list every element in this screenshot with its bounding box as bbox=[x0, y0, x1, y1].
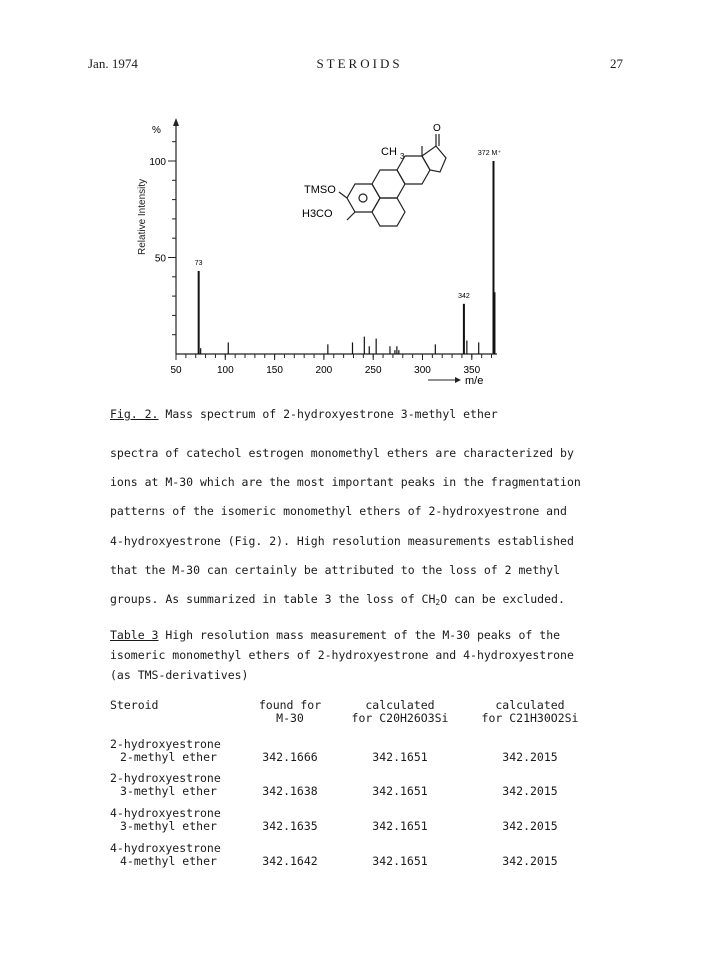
x-tick-label: 50 bbox=[170, 365, 182, 376]
row-steroid-line1: 4-hydroxyestrone bbox=[110, 841, 221, 855]
row-calc-b-value: 342.2015 bbox=[502, 819, 558, 833]
row-steroid-line1: 2-hydroxyestrone bbox=[110, 737, 221, 751]
mass-spectrum-figure bbox=[0, 0, 719, 400]
y-tick-label: 50 bbox=[154, 253, 166, 265]
paragraph-line: that the M-30 can certainly be attributed to the loss of 2 methyl bbox=[110, 562, 561, 577]
x-tick-label: 100 bbox=[216, 365, 234, 376]
table-header bbox=[110, 698, 610, 728]
row-found-value: 342.1638 bbox=[262, 784, 318, 798]
x-tick-label: 300 bbox=[414, 365, 431, 376]
y-tick-label: 100 bbox=[149, 157, 166, 168]
peak-label: 342 bbox=[458, 292, 470, 300]
paragraph-line: ions at M-30 which are the most important peaks in the fragmentation bbox=[110, 475, 581, 490]
structure-tmso-label: TMSO bbox=[304, 184, 336, 196]
header-steroid: Steroid bbox=[110, 698, 159, 712]
row-steroid-line2: 4-methyl ether bbox=[120, 854, 217, 868]
row-calc-a-value: 342.1651 bbox=[372, 854, 428, 868]
header-calc-a-line1: calculated bbox=[365, 698, 435, 712]
figure-caption-text: Mass spectrum of 2-hydroxyestrone 3-methyl ether bbox=[158, 407, 498, 421]
chart-ticks bbox=[149, 142, 491, 376]
paragraph-line: spectra of catechol estrogen monomethyl ethers are characterized by bbox=[110, 446, 574, 460]
x-tick-label: 150 bbox=[266, 365, 283, 376]
row-calc-b-value: 342.2015 bbox=[502, 784, 558, 798]
header-found-line2: M-30 bbox=[276, 711, 304, 725]
running-header-journal: STEROIDS bbox=[316, 56, 403, 71]
table-caption-line2: isomeric monomethyl ethers of 2-hydroxyestrone and 4-hydroxyestrone bbox=[110, 648, 574, 662]
paragraph-line: 4-hydroxyestrone (Fig. 2). High resolution measurements established bbox=[110, 533, 574, 548]
x-axis-label: m/e bbox=[465, 375, 484, 387]
header-calc-a-line2: for C20H26O3Si bbox=[351, 711, 449, 725]
row-steroid-line2: 3-methyl ether bbox=[120, 784, 217, 798]
figure-caption-label: Fig. 2. bbox=[110, 407, 159, 421]
row-found-value: 342.1642 bbox=[262, 854, 318, 868]
row-steroid-line2: 2-methyl ether bbox=[120, 750, 217, 764]
row-steroid-line1: 2-hydroxyestrone bbox=[110, 771, 221, 785]
table-row bbox=[110, 841, 610, 869]
row-steroid-line1: 4-hydroxyestrone bbox=[110, 806, 221, 820]
page-number: 27 bbox=[610, 56, 623, 71]
row-calc-b-value: 342.2015 bbox=[502, 750, 558, 764]
figure-caption bbox=[110, 407, 498, 421]
x-tick-label: 250 bbox=[364, 365, 382, 376]
y-axis-arrow-head bbox=[173, 118, 179, 126]
table-caption-line1: High resolution mass measurement of the M-30 peaks of the bbox=[158, 628, 561, 642]
header-calc-b-line2: for C21H30O2Si bbox=[481, 711, 579, 725]
structure-methyl-subscript: 3 bbox=[400, 152, 405, 161]
paragraph-line-last bbox=[110, 589, 610, 618]
table-row bbox=[110, 737, 610, 765]
row-calc-b-value: 342.2015 bbox=[502, 854, 558, 868]
x-tick-label: 350 bbox=[463, 365, 481, 376]
row-calc-a-value: 342.1651 bbox=[372, 750, 428, 764]
structure-oxo-label: O bbox=[433, 123, 441, 134]
structure-methyl-label: CH bbox=[381, 146, 397, 158]
table-row bbox=[110, 771, 610, 799]
running-header-date: Jan. 1974 bbox=[88, 56, 138, 71]
x-tick-label: 200 bbox=[315, 365, 333, 376]
table-caption-label: Table 3 bbox=[110, 628, 159, 642]
paragraph-line-tail: O can be excluded. bbox=[440, 591, 565, 606]
header-calc-b-line1: calculated bbox=[495, 698, 565, 712]
chart-axes bbox=[173, 118, 497, 354]
paragraph-line: patterns of the isomeric monomethyl ethers of 2-hydroxyestrone and bbox=[110, 504, 567, 519]
row-calc-a-value: 342.1651 bbox=[372, 784, 428, 798]
body-paragraph bbox=[110, 443, 610, 618]
table-row bbox=[110, 806, 610, 834]
table-caption bbox=[110, 625, 574, 685]
header-found-line1: found for bbox=[258, 698, 322, 712]
paragraph-line-text: groups. As summarized in table 3 the loss of CH bbox=[110, 591, 436, 606]
chart-peaks bbox=[199, 161, 495, 354]
row-calc-a-value: 342.1651 bbox=[372, 819, 428, 833]
row-steroid-line2: 3-methyl ether bbox=[120, 819, 217, 833]
row-found-value: 342.1666 bbox=[262, 750, 318, 764]
y-unit-label: % bbox=[152, 125, 161, 136]
peak-label: 73 bbox=[194, 260, 203, 268]
structure-methoxy-label: H3CO bbox=[302, 208, 333, 220]
x-axis-arrow-head bbox=[455, 377, 461, 383]
row-found-value: 342.1635 bbox=[262, 819, 318, 833]
chart-peak-labels bbox=[195, 150, 502, 300]
y-axis-label: Relative Intensity bbox=[137, 178, 148, 255]
peak-label: 372 M⁺ bbox=[477, 150, 502, 157]
table-caption-line3: (as TMS-derivatives) bbox=[110, 668, 249, 682]
paragraph-subscript: 2 bbox=[435, 597, 441, 607]
